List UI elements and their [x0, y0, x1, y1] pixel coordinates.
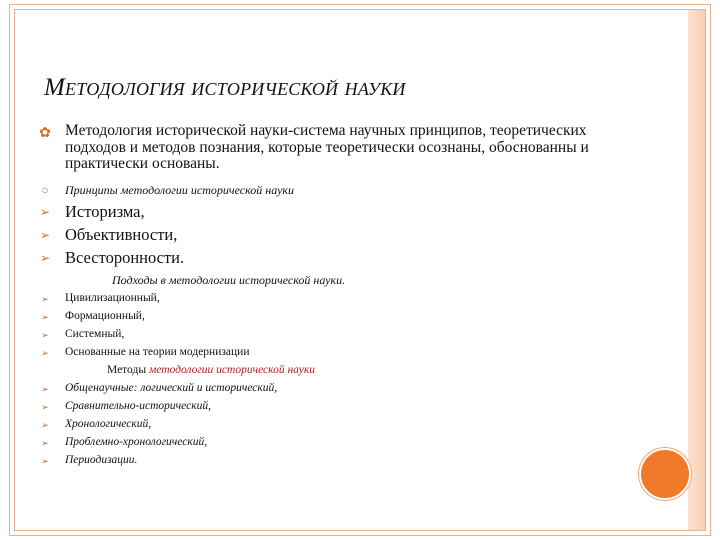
arrowhead-bullet-icon: ➢ [41, 402, 49, 412]
arrowhead-bullet-icon: ➢ [39, 205, 51, 219]
arrowhead-bullet-icon: ➢ [41, 348, 49, 358]
method-label: Хронологический, [65, 418, 152, 430]
approach-label: Системный, [65, 328, 125, 340]
arrowhead-bullet-icon: ➢ [39, 251, 51, 265]
arrowhead-bullet-icon: ➢ [41, 420, 49, 430]
principle-label: Объективности, [65, 225, 178, 244]
arrowhead-bullet-icon: ➢ [41, 294, 49, 304]
method-label: Общенаучные: логический и исторический, [65, 382, 278, 394]
arrowhead-bullet-icon: ➢ [41, 456, 49, 466]
arrowhead-bullet-icon: ➢ [41, 312, 49, 322]
principles-heading: Принципы методологии исторической науки [65, 183, 295, 197]
approach-label: Цивилизационный, [65, 292, 160, 304]
principle-label: Историзма, [65, 202, 145, 221]
method-label: Сравнительно-исторический, [65, 400, 211, 412]
method-label: Периодизации. [65, 454, 138, 466]
hollow-circle-bullet-icon: ○ [41, 183, 49, 197]
method-label: Проблемно-хронологический, [65, 436, 208, 448]
orange-ornament-bullet-icon: ✿ [39, 126, 51, 141]
arrowhead-bullet-icon: ➢ [39, 228, 51, 242]
decorative-side-band [688, 10, 705, 530]
arrowhead-bullet-icon: ➢ [41, 330, 49, 340]
approach-label: Формационный, [65, 310, 145, 322]
methods-heading [107, 364, 315, 376]
principle-label: Всесторонности. [65, 248, 185, 267]
arrowhead-bullet-icon: ➢ [41, 384, 49, 394]
methods-heading-highlight: методологии исторической науки [148, 364, 315, 376]
decorative-orange-circle [639, 448, 691, 500]
slide-title: Методология исторической науки [44, 74, 406, 101]
approach-label: Основанные на теории модернизации [65, 346, 250, 358]
methods-heading-prefix: Методы [107, 364, 149, 376]
intro-text: Методология исторической науки-система научных принципов, теоретических подходов и методов познания, которые теоретически осознаны, обоснованны и практически основаны. [65, 122, 589, 172]
arrowhead-bullet-icon: ➢ [41, 438, 49, 448]
approaches-heading: Подходы в методологии исторической науки. [112, 273, 346, 287]
